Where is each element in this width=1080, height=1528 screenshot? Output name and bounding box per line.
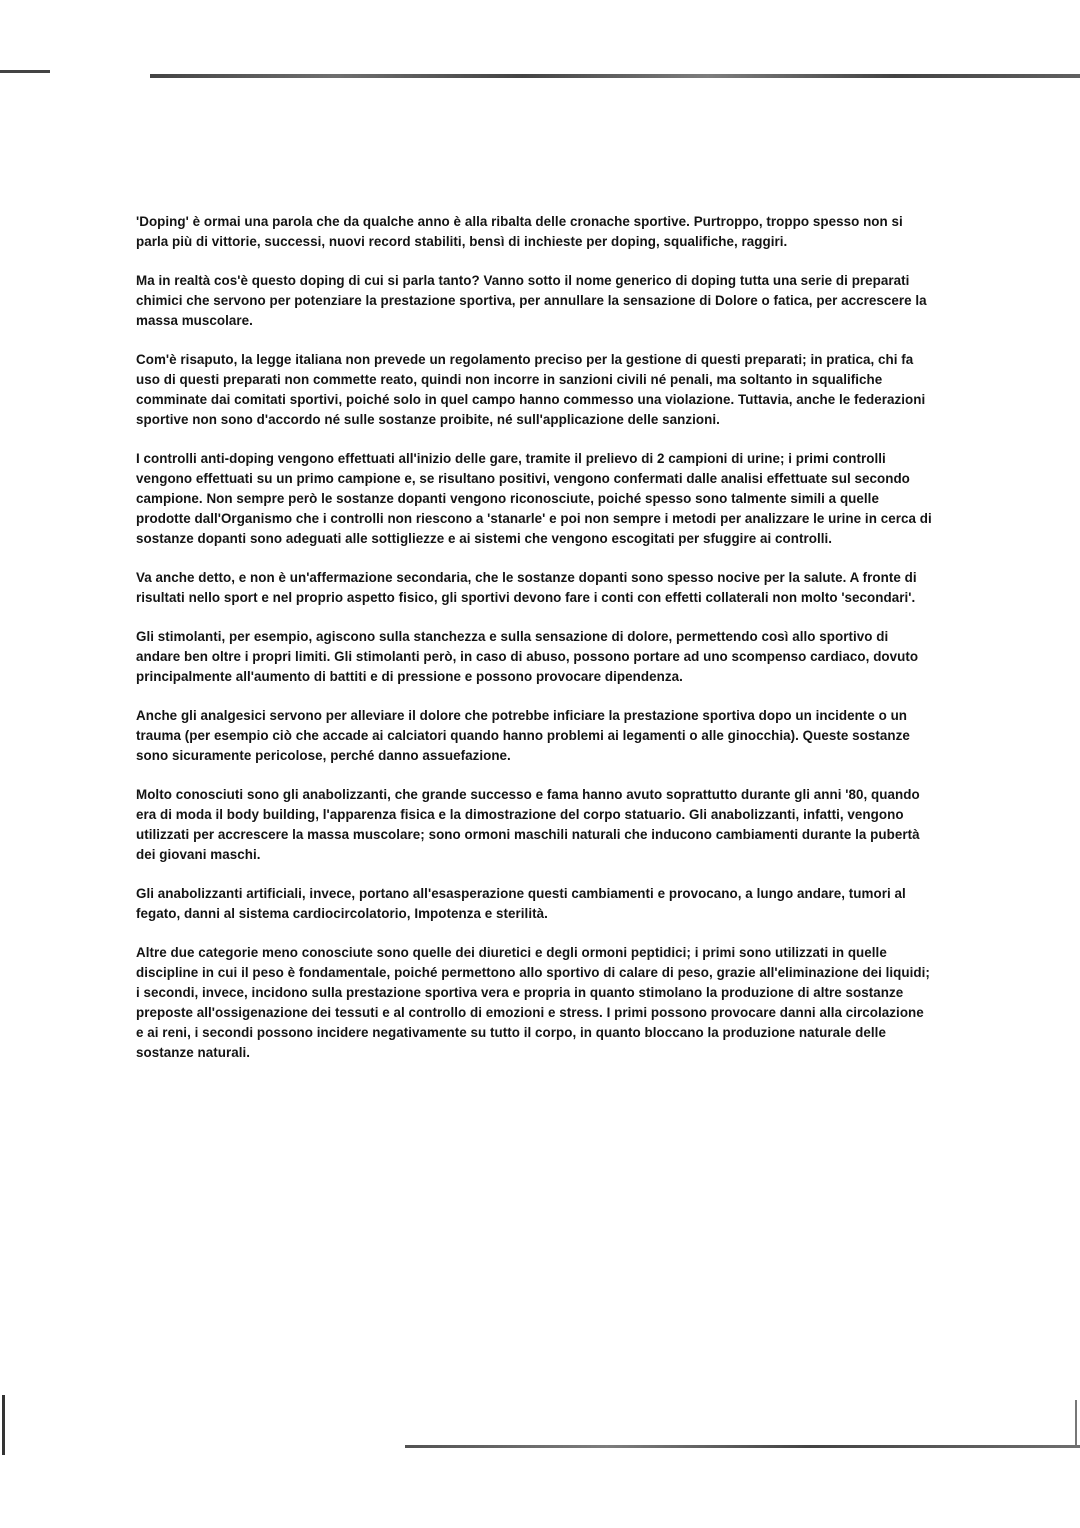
- paragraph-intro: 'Doping' è ormai una parola che da qualche anno è alla ribalta delle cronache sportive. Purtroppo, troppo spesso non si parla più di vittorie, successi, nuovi record stabiliti, bensì di inchieste per doping, squalifiche, raggiri.: [136, 214, 903, 249]
- paragraph-artificial-anabolics: Gli anabolizzanti artificiali, invece, portano all'esasperazione questi cambiamenti e provocano, a lungo andare, tumori al fegato, danni al sistema cardiocircolatorio, Impotenza e sterilità.: [136, 886, 906, 921]
- paragraph-anabolics: Molto conosciuti sono gli anabolizzanti, che grande successo e fama hanno avuto soprattutto durante gli anni '80, quando era di moda il body building, l'apparenza fisica e la dimostrazione del corpo statuario. Gli anabolizzanti, infatti, vengono utilizzati per accrescere la massa muscolare; sono ormoni maschili naturali che inducono cambiamenti durante la pubertà dei giovani maschi.: [136, 787, 920, 862]
- paragraph-law: Com'è risaputo, la legge italiana non prevede un regolamento preciso per la gestione di questi preparati; in pratica, chi fa uso di questi preparati non commette reato, quindi non incorre in sanzioni civili né penali, ma soltanto in squalifiche comminate dai comitati sportivi, poiché solo in quel campo hanno commesso una violazione. Tuttavia, anche le federazioni sportive non sono d'accordo né sulle sostanze proibite, né sull'applicazione delle sanzioni.: [136, 352, 926, 427]
- scan-edge-top: [150, 74, 1080, 78]
- paragraph-controls: I controlli anti-doping vengono effettuati all'inizio delle gare, tramite il prelievo di 2 campioni di urine; i primi controlli vengono effettuati su un primo campione e, se risultano positivi, vengono confermati dalle analisi effettuate sul secondo campione. Non sempre però le sostanze dopanti vengono riconosciute, poiché spesso sono talmente simili a quelle prodotte dall'Organismo che i controlli non riescono a 'stanarle' e poi non sempre i metodi per analizzare le urine in cerca di sostanze dopanti sono adeguati alle sottigliezze e ai sistemi che vengono escogitati per sfuggire ai controlli.: [136, 451, 932, 546]
- scan-edge-topleft: [0, 70, 50, 73]
- paragraph-diuretics-peptides: Altre due categorie meno conosciute sono quelle dei diuretici e degli ormoni peptidici; i primi sono utilizzati in quelle discipline in cui il peso è fondamentale, poiché permettono allo sportivo di calare di peso, grazie all'eliminazione dei liquidi; i secondi, invece, incidono sulla prestazione sportiva vera e propria in quanto stimolano la produzione di altre sostanze preposte all'ossigenazione dei tessuti e al controllo di emozioni e stress. I primi possono provocare danni alla circolazione e ai reni, i secondi possono incidere negativamente su tutto il corpo, in quanto bloccano la produzione naturale delle sostanze naturali.: [136, 945, 930, 1060]
- document-body: [136, 212, 932, 1082]
- paragraph-definition: Ma in realtà cos'è questo doping di cui si parla tanto? Vanno sotto il nome generico di doping tutta una serie di preparati chimici che servono per potenziare la prestazione sportiva, per annullare la sensazione di Dolore o fatica, per accrescere la massa muscolare.: [136, 273, 927, 328]
- scan-edge-bottom: [405, 1445, 1080, 1448]
- scan-edge-right: [1075, 1400, 1077, 1445]
- paragraph-stimulants: Gli stimolanti, per esempio, agiscono sulla stanchezza e sulla sensazione di dolore, permettendo così allo sportivo di andare ben oltre i propri limiti. Gli stimolanti però, in caso di abuso, possono portare ad uno scompenso cardiaco, dovuto principalmente all'aumento di battiti e di pressione e possono provocare dipendenza.: [136, 629, 919, 684]
- scan-edge-left: [2, 1395, 5, 1455]
- paragraph-analgesics: Anche gli analgesici servono per alleviare il dolore che potrebbe inficiare la prestazione sportiva dopo un incidente o un trauma (per esempio ciò che accade ai calciatori quando hanno problemi ai legamenti o alle ginocchia). Queste sostanze sono sicuramente pericolose, perché danno assuefazione.: [136, 708, 910, 763]
- paragraph-health: Va anche detto, e non è un'affermazione secondaria, che le sostanze dopanti sono spesso nocive per la salute. A fronte di risultati nello sport e nel proprio aspetto fisico, gli sportivi devono fare i conti con effetti collaterali non molto 'secondari'.: [136, 570, 917, 605]
